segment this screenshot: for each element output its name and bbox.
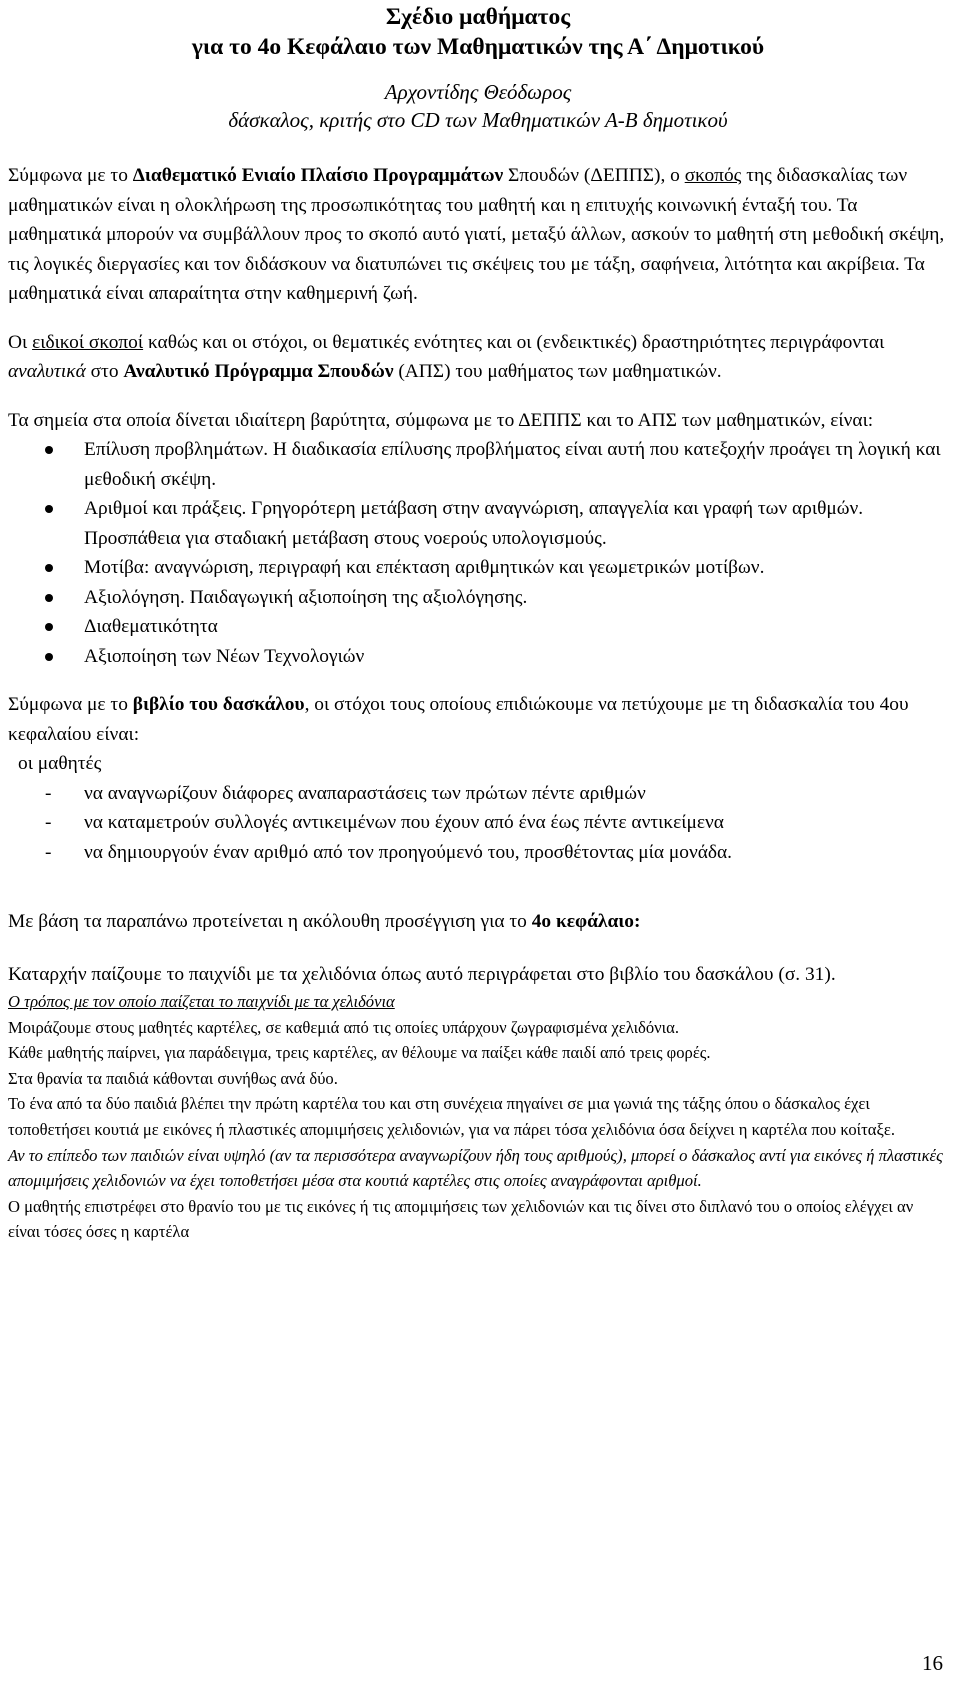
- goals-paragraph: [8, 690, 948, 749]
- bullet-icon: [45, 653, 53, 661]
- author-role: δάσκαλος, κριτής στο CD των Μαθηματικών Α-Β δημοτικού: [228, 108, 728, 132]
- specific-purposes-term: ειδικοί σκοποί: [32, 331, 144, 353]
- emphasis-points-intro: Τα σημεία στα οποία δίνεται ιδιαίτερη βαρύτητα, σύμφωνα με το ΔΕΠΠΣ και το ΑΠΣ των μαθηματικών, είναι:: [8, 409, 874, 431]
- text-run: , οι στόχοι τους οποίους επιδιώκουμε να πετύχουμε με τη διδασκαλία του 4ου κεφαλαίου είναι:: [8, 694, 909, 745]
- list-item-text: Μοτίβα: αναγνώριση, περιγραφή και επέκταση αριθμητικών και γεωμετρικών μοτίβων.: [84, 557, 765, 578]
- text-run: Σύμφωνα με το: [8, 694, 133, 715]
- emphasis-points-list: [8, 435, 948, 671]
- list-item-text: Διαθεματικότητα: [84, 616, 218, 637]
- list-item-text: να καταμετρούν συλλογές αντικειμένων που έχουν από ένα έως πέντε αντικείμενα: [84, 812, 724, 833]
- emphasis-text: αναλυτικά: [8, 361, 86, 382]
- teacher-book-term: βιβλίο του δασκάλου: [132, 694, 305, 715]
- objectives-paragraph: [8, 328, 948, 387]
- text-run: Σύμφωνα με το: [8, 165, 133, 186]
- list-item: [8, 808, 948, 838]
- game-step: Κάθε μαθητής παίρνει, για παράδειγμα, τρεις καρτέλες, αν θέλουμε να παίξει κάθε παιδί από τρεις φορές.: [8, 1043, 711, 1063]
- list-item: [8, 583, 948, 613]
- game-step: Μοιράζουμε στους μαθητές καρτέλες, σε καθεμιά από τις οποίες υπάρχουν ζωγραφισμένα χελιδόνια.: [8, 1017, 679, 1037]
- list-item-text: Αξιοποίηση των Νέων Τεχνολογιών: [84, 645, 365, 667]
- bullet-icon: [45, 623, 53, 631]
- game-rules-heading-text: Ο τρόπος με τον οποίο παίζεται το παιχνίδι με τα χελιδόνια: [8, 992, 395, 1011]
- dash-marker: -: [45, 782, 52, 804]
- text-run: στο: [85, 361, 124, 382]
- approach-paragraph: [8, 907, 948, 937]
- dash-marker: -: [45, 812, 52, 833]
- page-number: 16: [922, 1651, 943, 1675]
- list-item: [8, 779, 948, 809]
- list-item: [8, 553, 948, 583]
- list-item-text: να αναγνωρίζουν διάφορες αναπαραστάσεις των πρώτων πέντε αριθμών: [84, 782, 646, 804]
- list-item: [8, 494, 948, 553]
- framework-name: Διαθεματικό Ενιαίο Πλαίσιο Προγραμμάτων: [132, 165, 504, 186]
- bullet-icon: [45, 594, 53, 602]
- page-title: Σχέδιο μαθήματος: [385, 4, 571, 30]
- game-step: Το ένα από τα δύο παιδιά βλέπει την πρώτη καρτέλα του και στη συνέχεια πηγαίνει σε μια γωνιά της τάξης όπου ο δάσκαλος έχει τοποθετήσει κουτιά με εικόνες ή πλαστικές απομιμήσεις χελιδονιών, για να πάρει τόσα χελιδόνια όσα δείχνει η καρτέλα που κοίταξε.: [8, 1094, 895, 1139]
- list-item-text: Αξιολόγηση. Παιδαγωγική αξιοποίηση της αξιολόγησης.: [84, 586, 528, 608]
- text-run: (ΑΠΣ) του μαθήματος των μαθηματικών.: [393, 361, 722, 382]
- dash-marker: -: [45, 841, 52, 863]
- text-run: της διδασκαλίας των μαθηματικών είναι η ολοκλήρωση της προσωπικότητας του μαθητή και η επιτυχής κοινωνική ένταξή του. Τα μαθηματικά μπορούν να συμβάλλουν προς το σκοπό αυτό γιατί, μεταξύ άλλων, ασκούν το μαθητή στη μεθοδική σκέψη, τις λογικές διεργασίες και τον διδάσκουν να διατυπώνει τις σκέψεις του με τάξη, σαφήνεια, λιτότητα και ακρίβεια. Τα μαθηματικά είναι απαραίτητα στην καθημερινή ζωή.: [8, 165, 945, 304]
- game-step: Ο μαθητής επιστρέφει στο θρανίο του με τις εικόνες ή τις απομιμήσεις των χελιδονιών και τις δίνει στο διπλανό του ο οποίος ελέγχει αν είναι τόσες όσες η καρτέλα: [8, 1196, 914, 1242]
- game-note: Αν το επίπεδο των παιδιών είναι υψηλό (αν τα περισσότερα αναγνωρίζουν ήδη τους αριθμούς), μπορεί ο δάσκαλος αντί για εικόνες ή πλαστικές απομιμήσεις χελιδονιών να έχει τοποθετήσει μέσα στα κουτιά καρτέλες στις οποίες αναγράφονται αριθμοί.: [8, 1145, 943, 1191]
- chapter-label: 4ο κεφάλαιο:: [531, 911, 641, 932]
- students-label: οι μαθητές: [18, 753, 102, 774]
- intro-paragraph: [8, 161, 948, 309]
- curriculum-name: Αναλυτικό Πρόγραμμα Σπουδών: [123, 361, 394, 382]
- list-item-text: να δημιουργούν έναν αριθμό από τον προηγούμενό του, προσθέτοντας μία μονάδα.: [84, 841, 733, 863]
- text-run: Οι: [8, 331, 33, 353]
- bullet-icon: [45, 564, 53, 572]
- page-title-line-2: για το 4ο Κεφάλαιο των Μαθηματικών της Α΄ Δημοτικού: [191, 34, 765, 60]
- text-run: Σπουδών (ΔΕΠΠΣ), ο: [503, 165, 685, 186]
- purpose-term: σκοπός: [684, 165, 742, 186]
- goals-list: [8, 779, 948, 868]
- page-content: [8, 0, 948, 1245]
- list-item: [8, 435, 948, 494]
- game-rules-heading: [8, 989, 948, 1015]
- bullet-icon: [45, 505, 53, 513]
- list-item: [8, 838, 948, 868]
- text-run: Με βάση τα παραπάνω προτείνεται η ακόλουθη προσέγγιση για το: [8, 911, 532, 932]
- list-item-text: Επίλυση προβλημάτων. Η διαδικασία επίλυσης προβλήματος είναι αυτή που κατεξοχήν προάγει τη λογική και μεθοδική σκέψη.: [84, 439, 941, 490]
- bullet-icon: [45, 446, 53, 454]
- game-intro-paragraph: Καταρχήν παίζουμε το παιχνίδι με τα χελιδόνια όπως αυτό περιγράφεται στο βιβλίο του δασκάλου (σ. 31).: [8, 963, 836, 985]
- game-step: Στα θρανία τα παιδιά κάθονται συνήθως ανά δύο.: [8, 1068, 338, 1088]
- author-name: Αρχοντίδης Θεόδωρος: [384, 80, 572, 104]
- list-item: [8, 642, 948, 672]
- list-item: [8, 612, 948, 642]
- list-item-text: Αριθμοί και πράξεις. Γρηγορότερη μετάβαση στην αναγνώριση, απαγγελία και γραφή των αριθμών. Προσπάθεια για σταδιακή μετάβαση στους νοερούς υπολογισμούς.: [84, 498, 864, 549]
- text-run: καθώς και οι στόχοι, οι θεματικές ενότητες και οι (ενδεικτικές) δραστηριότητες περιγράφονται: [143, 331, 885, 353]
